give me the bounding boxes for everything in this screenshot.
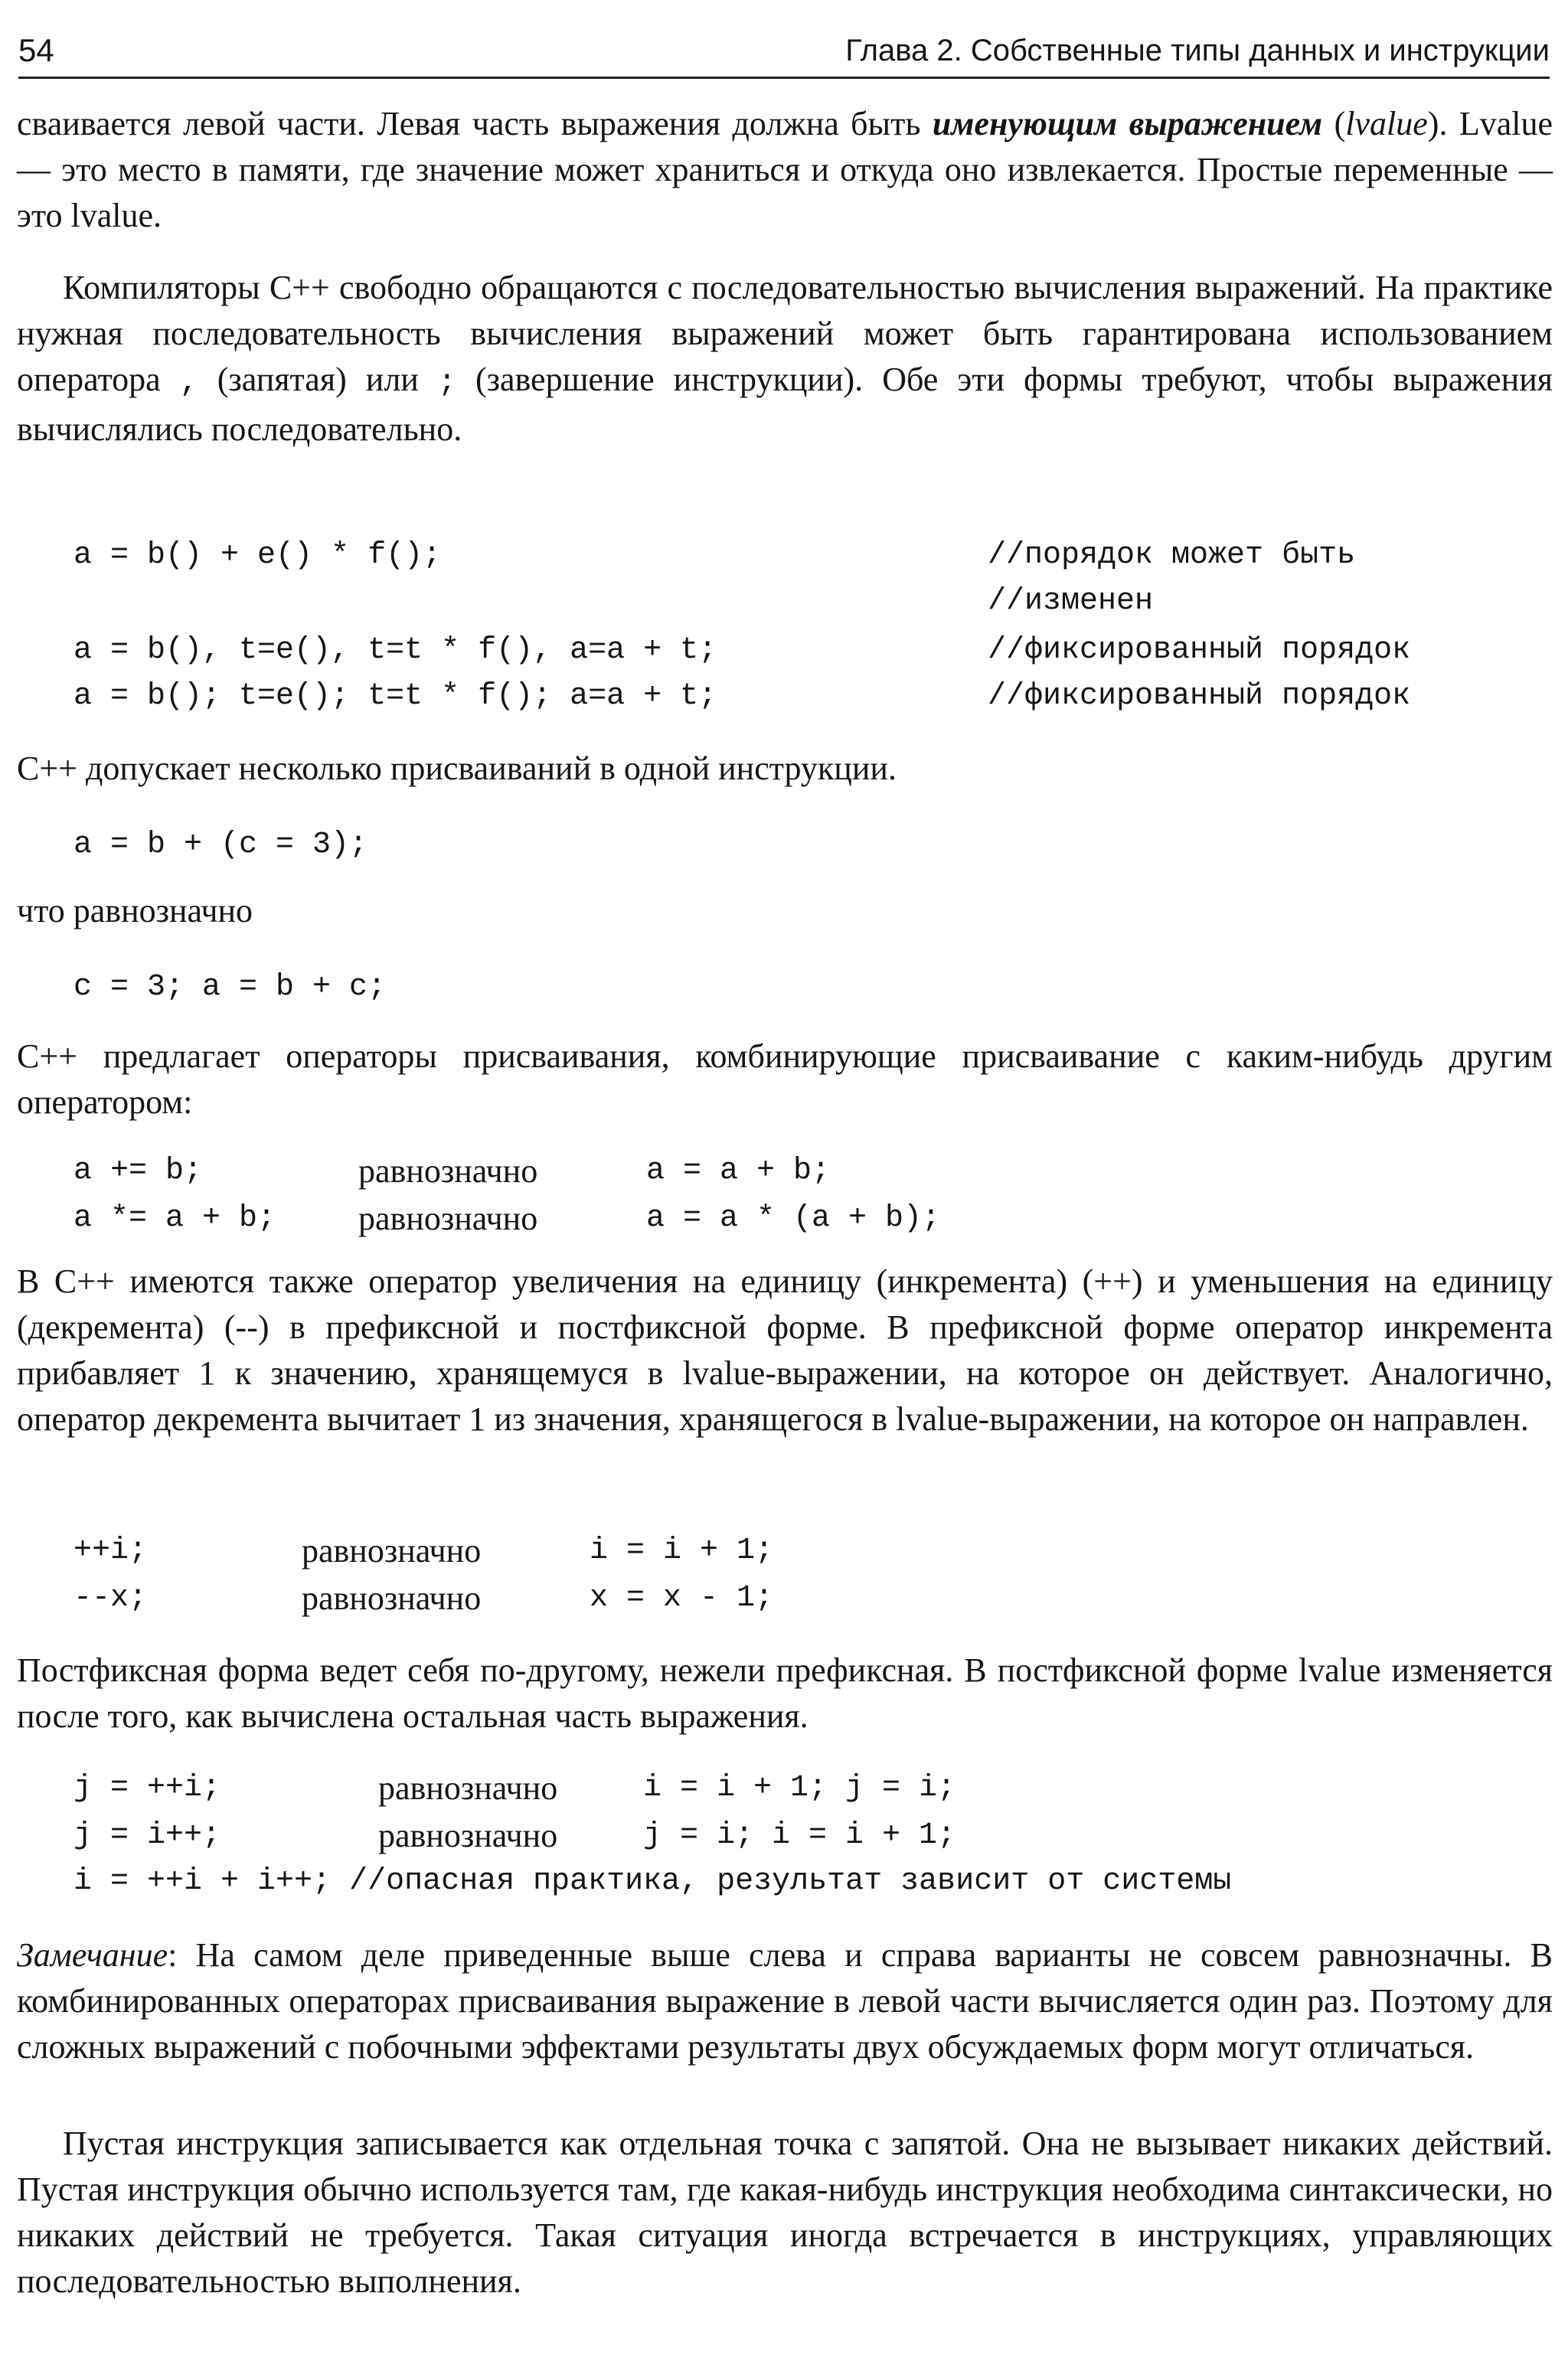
code-line: j = i++; [74, 1818, 221, 1853]
code-line: c = 3; a = b + c; [74, 970, 387, 1004]
code-line: i = i + 1; [590, 1534, 774, 1568]
equivalent-label: равнозначно [378, 1769, 558, 1807]
code-line: ++i; [74, 1534, 148, 1568]
code-line: a = a * (a + b); [646, 1201, 941, 1236]
paragraph-lvalue [17, 101, 1553, 239]
code-line: a = a + b; [646, 1154, 831, 1188]
code-line: a = b(); t=e(); t=t * f(); a=a + t; [74, 679, 717, 714]
paragraph-text: (завершение инструкции). Обе эти формы требуют, чтобы выражения вычислялись последовательно. [17, 361, 1553, 448]
paragraph-equivalent: что равнозначно [17, 892, 253, 929]
code-line: a = b + (c = 3); [74, 828, 368, 862]
code-line: a = b() + e() * f(); [74, 538, 442, 573]
term-lvalue-ru: именующим выражением [932, 105, 1323, 142]
comma-operator: , [179, 366, 198, 400]
code-line: i = i + 1; j = i; [643, 1771, 956, 1805]
paragraph-text: ). Lvalue — это место в памяти, где значение может храниться и откуда оно извлекается. Простые переменные — это lvalue. [17, 105, 1553, 234]
code-line: x = x - 1; [590, 1581, 774, 1615]
note-label: Замечание [17, 1936, 168, 1974]
code-line: j = ++i; [74, 1771, 221, 1805]
equivalent-label: равнозначно [378, 1817, 558, 1854]
code-line: j = i; i = i + 1; [643, 1818, 956, 1853]
code-line: --x; [74, 1581, 148, 1615]
paragraph-increment: В C++ имеются также оператор увеличения на единицу (инкремента) (++) и уменьшения на единицу (декремента) (--) в префиксной и постфиксной форме. В префиксной форме оператор инкремента прибавляет 1 к значению, хранящемуся в lvalue-выражении, на которое он действует. Аналогично, оператор декремента вычитает 1 из значения, хранящегося в lvalue-выражении, на которое он направлен. [17, 1262, 1553, 1438]
term-lvalue: lvalue [1345, 105, 1428, 142]
paragraph-text: ( [1322, 105, 1346, 142]
paragraph-evaluation-order [17, 265, 1553, 452]
code-comment: //изменен [988, 584, 1154, 619]
paragraph-compound-assignment: C++ предлагает операторы присваивания, комбинирующие присваивание с каким-нибудь другим оператором: [17, 1037, 1553, 1121]
paragraph-text: (запятая) или [198, 361, 438, 398]
paragraph-multiple-assignment: C++ допускает несколько присваиваний в одной инструкции. [17, 750, 897, 787]
code-line: i = ++i + i++; //опасная практика, результат зависит от системы [74, 1864, 1232, 1899]
code-comment: //фиксированный порядок [988, 679, 1411, 714]
paragraph-note [17, 1932, 1553, 2070]
code-comment: //порядок может быть [988, 538, 1356, 573]
page-number: 54 [18, 32, 54, 68]
code-line: a *= a + b; [74, 1201, 276, 1236]
running-title: Глава 2. Собственные типы данных и инструкции [845, 34, 1550, 67]
paragraph-text: Компиляторы C++ свободно обращаются с последовательностью вычисления выражений. На практике нужная последовательность вычисления выражений может быть гарантирована использованием оператора [17, 269, 1553, 398]
paragraph-text: сваивается левой части. Левая часть выражения должна быть [17, 105, 933, 142]
code-line: a = b(), t=e(), t=t * f(), a=a + t; [74, 633, 717, 668]
equivalent-label: равнозначно [302, 1579, 482, 1617]
paragraph-postfix: Постфиксная форма ведет себя по-другому, нежели префиксная. В постфиксной форме lvalue изменяется после того, как вычислена остальная часть выражения. [17, 1651, 1553, 1735]
paragraph-empty-statement: Пустая инструкция записывается как отдельная точка с запятой. Она не вызывает никаких действий. Пустая инструкция обычно используется там, где какая-нибудь инструкция необходима синтаксически, но никаких действий не требуется. Такая ситуация иногда встречается в инструкциях, управляющих последовательностью выполнения. [17, 2125, 1553, 2300]
equivalent-label: равнозначно [302, 1532, 482, 1570]
equivalent-label: равнозначно [358, 1200, 538, 1237]
paragraph-text: : На самом деле приведенные выше слева и справа варианты не совсем равнозначны. В комбинированных операторах присваивания выражение в левой части вычисляется один раз. Поэтому для сложных выражений с побочными эффектами результаты двух обсуждаемых форм могут отличаться. [17, 1936, 1553, 2066]
code-comment: //фиксированный порядок [988, 633, 1411, 668]
equivalent-label: равнозначно [358, 1152, 538, 1190]
code-line: a += b; [74, 1154, 203, 1188]
page-header [18, 29, 1550, 79]
semicolon-operator: ; [437, 366, 456, 400]
